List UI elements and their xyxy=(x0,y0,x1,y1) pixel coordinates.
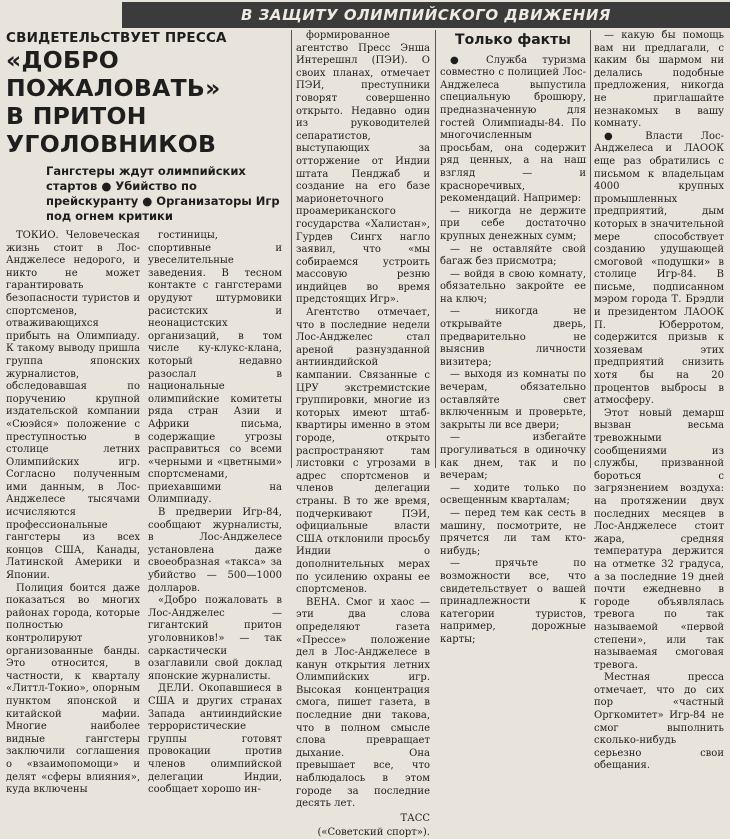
article-signature-source: («Советский спорт»). xyxy=(317,826,430,838)
article-paragraph: «Добро пожаловать в Лос-Анджелес — гигантский притон уголовников!» — так саркастически озаглавили свой доклад японские журналисты. xyxy=(148,595,282,682)
column-divider xyxy=(291,30,292,468)
article-paragraph: формированное агентство Пресс Энша Интерешнл (ПЭИ). О своих планах, отмечает ПЭИ, преступники говорят совершенно открыто. Недавно один из руководителей сепаратистов, выступающих за отторжение от Индии штата Пенджаб и создание на его базе марионеточного проамериканского государства «Халистан», Гурдев Сингх нагло заявил, что «мы собираемся устроить массовую резню индийцев во время предстоящих Игр». xyxy=(296,30,430,306)
article-column-3 xyxy=(296,30,430,838)
facts-paragraph: — никогда не открывайте дверь, предварительно не выяснив личности визитера; xyxy=(440,306,586,368)
article-subhead: Гангстеры ждут олимпийских стартов ● Убийство по прейскуранту ● Организаторы Игр под огнем критики xyxy=(46,164,280,223)
article-paragraph: Полиция боится даже показаться во многих районах города, которые полностью контролируют организованные банды. Это относится, в частности, к кварталу «Литтл-Токио», опорным пунктом японской и китайской мафии. Многие наиболее видные гангстеры заключили соглашения о «взаимопомощи» и делят «сферы влияния», куда включены xyxy=(6,582,140,796)
article-paragraph: ТОКИО. Человеческая жизнь стоит в Лос-Анджелесе недорого, и никто не может гарантировать безопасности туристов и спортсменов, отваживающихся прибыть на Олимпиаду. К такому выводу пришла группа японских журналистов, обследовавшая по поручению крупной издательской компании «Сюэйся» положение с преступностью в столице летних Олимпийских игр. Согласно полученным ими данным, в Лос-Анджелесе тысячами исчисляются профессиональные гангстеры из всех концов США, Канады, Латинской Америки и Японии. xyxy=(6,230,140,582)
facts-paragraph: — никогда не держите при себе достаточно крупных денежных сумм; xyxy=(440,205,586,242)
article-signature-agency: ТАСС xyxy=(400,812,430,824)
facts-paragraph: ● Служба туризма совместно с полицией Лос-Анджелеса выпустила специальную брошюру, предназначенную для гостей Олимпиады-84. По многочисленным просьбам, она содержит ряд ценных, а на наш взгляд — и красноречивых, рекомендаций. Например: xyxy=(440,54,586,205)
facts-paragraph: — перед тем как сесть в машину, посмотрите, не прячется ли там кто-нибудь; xyxy=(440,507,586,557)
article-kicker: СВИДЕТЕЛЬСТВУЕТ ПРЕССА xyxy=(6,30,227,46)
facts-paragraph: — избегайте прогуливаться в одиночку как днем, так и по вечерам; xyxy=(440,432,586,482)
section-banner: В ЗАЩИТУ ОЛИМПИЙСКОГО ДВИЖЕНИЯ xyxy=(122,2,730,28)
facts-paragraph: Этот новый демарш вызван весьма тревожными сообщениями из службы, призванной бороться с загрязнением воздуха: на протяжении двух последних месяцев в Лос-Анджелесе стоит жара, средняя температура держится на отметке 32 градуса, а за последние 19 дней почти ежедневно в городе объявлялась тревога по так называемой «первой степени», или так называемая смоговая тревога. xyxy=(594,407,724,671)
facts-column-2 xyxy=(594,30,724,772)
facts-paragraph: — войдя в свою комнату, обязательно закройте ее на ключ; xyxy=(440,268,586,305)
article-headline-line-2: В ПРИТОН УГОЛОВНИКОВ xyxy=(6,102,217,158)
article-paragraph: ВЕНА. Смог и хаос — эти два слова определяют газета «Прессе» положение дел в Лос-Анджелесе в канун открытия летних Олимпийских игр. Высокая концентрация смога, пишет газета, в последние дни такова, что в полном смысле слова превращает дыхание. Она превышает все, что наблюдалось в этом городе за последние десять лет. xyxy=(296,596,430,810)
column-divider xyxy=(435,30,436,468)
article-column-1 xyxy=(6,230,140,797)
facts-paragraph: — не оставляйте свой багаж без присмотра; xyxy=(440,243,586,268)
facts-paragraph: — какую бы помощь вам ни предлагали, с каким бы шармом ни делались подобные предложения, никогда не приглашайте незнакомых в вашу комнату. xyxy=(594,30,724,130)
article-headline-line-1: «ДОБРО ПОЖАЛОВАТЬ» xyxy=(6,46,221,102)
article-paragraph: В предверии Игр-84, сообщают журналисты, в Лос-Анджелесе установлена даже своеобразная «такса» за убийство — 500—1000 долларов. xyxy=(148,507,282,594)
facts-column-1 xyxy=(440,30,586,645)
facts-title: Только факты xyxy=(455,32,571,48)
article-left-block xyxy=(0,30,288,796)
facts-paragraph: Местная пресса отмечает, что до сих пор «частный Оргкомитет» Игр-84 не смог выполнить сколько-нибудь серьезно свои обещания. xyxy=(594,672,724,772)
facts-paragraph: — ходите только по освещенным кварталам; xyxy=(440,482,586,507)
facts-paragraph: — выходя из комнаты по вечерам, обязательно оставляйте свет включенным и проверьте, закрыты ли все двери; xyxy=(440,369,586,431)
article-paragraph: гостиницы, спортивные и увеселительные заведения. В тесном контакте с гангстерами орудуют штурмовики расистских и неонацистских организаций, в том числе ку-клукс-клана, который недавно разослал в национальные олимпийские комитеты ряда стран Азии и Африки письма, содержащие угрозы расправиться со всеми «черными и «цветными» спортсменами, приехавшими на Олимпиаду. xyxy=(148,230,282,506)
article-column-2 xyxy=(148,230,282,797)
article-paragraph: Агентство отмечает, что в последние недели Лос-Анджелес стал ареной разнузданной антииндийской кампании. Связанные с ЦРУ экстремистские группировки, многие из которых имеют штаб-квартиры именно в этом городе, открыто распространяют там листовки с угрозами в адрес спортсменов и членов делегации страны. В то же время, подчеркивают ПЭИ, официальные власти США отклонили просьбу Индии о дополнительных мерах по усилению охраны ее спортсменов. xyxy=(296,307,430,596)
facts-paragraph: — прячьте по возможности все, что свидетельствует о вашей принадлежности к категории туристов, например, дорожные карты; xyxy=(440,558,586,645)
facts-paragraph: ● Власти Лос-Анджелеса и ЛАООК еще раз обратились с письмом к владельцам 4000 крупных промышленных предприятий, дым которых в значительной мере способствует созданию удушающей смоговой «подушки» в столице Игр-84. В письме, подписанном мэром города Т. Брэдли и президентом ЛАООК П. Юберротом, содержится призыв к хозяевам этих предприятий снизить хотя бы на 20 процентов выбросы в атмосферу. xyxy=(594,130,724,407)
article-paragraph: ДЕЛИ. Окопавшиеся в США и других странах Запада антииндийские террористические группы готовят провокации против членов олимпийской делегации Индии, сообщает хорошо ин- xyxy=(148,683,282,796)
column-divider xyxy=(590,30,591,468)
article-columns xyxy=(0,228,288,797)
